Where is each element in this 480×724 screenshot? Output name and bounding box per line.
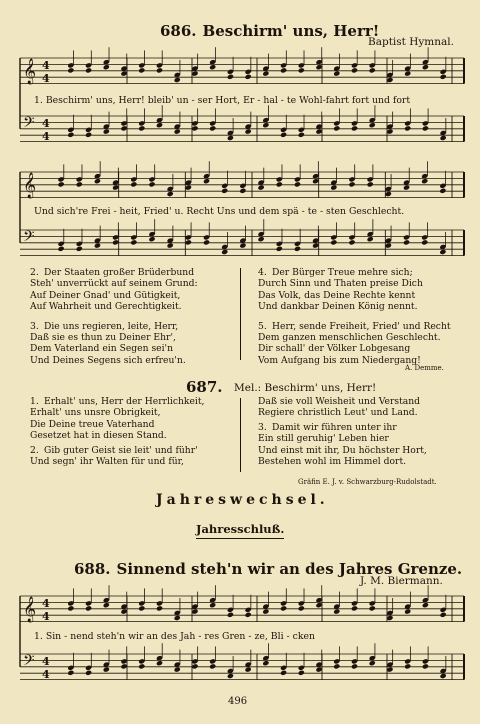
verse-line: Dem ganzen menschlichen Geschlecht. bbox=[258, 332, 441, 344]
note-head bbox=[276, 246, 283, 252]
note-head bbox=[280, 67, 287, 73]
note-head bbox=[348, 239, 355, 245]
note-head bbox=[280, 670, 287, 676]
note-head bbox=[422, 64, 429, 70]
note-head bbox=[258, 185, 265, 191]
verse: 4. Der Bürger Treue mehre sich; bbox=[258, 267, 413, 278]
note-head bbox=[245, 74, 252, 80]
note-head bbox=[112, 185, 119, 191]
verse-line: Regiere christlich Leut' und Land. bbox=[258, 407, 418, 419]
verse: 3. Die uns regieren, leite, Herr, bbox=[30, 320, 179, 332]
note-head bbox=[174, 667, 181, 673]
lyrics-line: Und sich're Frei - heit, Fried' u. Recht Uns und dem spä - te - sten Geschlecht. bbox=[34, 206, 405, 217]
note-head bbox=[348, 181, 355, 187]
note-head bbox=[148, 181, 155, 187]
note-head bbox=[422, 125, 429, 131]
note-head bbox=[174, 615, 181, 621]
note-head bbox=[315, 64, 322, 70]
note-head bbox=[262, 71, 269, 77]
note-head bbox=[130, 181, 137, 187]
note-head bbox=[67, 605, 74, 611]
note-head bbox=[120, 663, 127, 669]
note-head bbox=[103, 667, 110, 673]
note-head bbox=[312, 243, 319, 249]
verse-line: Gesetzet hat in diesen Stand. bbox=[30, 430, 167, 442]
note-head bbox=[294, 181, 301, 187]
note-head bbox=[227, 673, 234, 679]
subsection-underline bbox=[196, 538, 284, 539]
note-head bbox=[351, 663, 358, 669]
note-head bbox=[369, 605, 376, 611]
note-head bbox=[227, 135, 234, 141]
note-head bbox=[67, 132, 74, 138]
note-head bbox=[367, 181, 374, 187]
note-head bbox=[440, 612, 447, 618]
note-head bbox=[330, 239, 337, 245]
note-head bbox=[103, 602, 110, 608]
note-head bbox=[245, 667, 252, 673]
hymn-686-title bbox=[160, 22, 379, 40]
note-head bbox=[403, 239, 410, 245]
note-head bbox=[58, 246, 65, 252]
note-head bbox=[315, 602, 322, 608]
note-head bbox=[221, 249, 228, 255]
note-head bbox=[85, 605, 92, 611]
verse-line: Steh' unverrückt auf seinem Grund: bbox=[30, 278, 198, 290]
verse-line: Dem Vaterland ein Segen sei'n bbox=[30, 343, 173, 355]
music-staff-system bbox=[18, 166, 466, 276]
verse-line: Und segn' ihr Walten für und für, bbox=[30, 456, 184, 468]
verse-line: Bestehen wohl im Himmel dort. bbox=[258, 456, 407, 468]
verse-line: Und Deines Segens sich erfreu'n. bbox=[30, 354, 186, 366]
verses-left-687 bbox=[30, 396, 204, 467]
note-head bbox=[245, 612, 252, 618]
hymn-688-title-text: Sinnend steh'n wir an des Jahres Grenze. bbox=[116, 560, 463, 578]
note-head bbox=[85, 67, 92, 73]
note-head bbox=[209, 64, 216, 70]
hymn-686-source: Baptist Hymnal. bbox=[368, 36, 454, 48]
bass-clef-icon: 𝄢 bbox=[23, 228, 35, 249]
column-divider bbox=[240, 268, 241, 360]
verse-line: Daß sie voll Weisheit und Verstand bbox=[258, 396, 421, 407]
note-head bbox=[103, 64, 110, 70]
note-head bbox=[333, 663, 340, 669]
note-head bbox=[404, 125, 411, 131]
note-head bbox=[120, 71, 127, 77]
note-head bbox=[294, 246, 301, 252]
bass-clef-icon: 𝄢 bbox=[23, 652, 35, 673]
note-head bbox=[203, 178, 210, 184]
note-head bbox=[94, 243, 101, 249]
verse: 2. Der Staaten großer Brüderbund bbox=[30, 267, 195, 278]
note-head bbox=[367, 236, 374, 242]
hymn-687-melody-note: Mel.: Beschirm' uns, Herr! bbox=[234, 382, 377, 394]
note-head bbox=[85, 132, 92, 138]
note-head bbox=[85, 670, 92, 676]
verse-line: Und dankbar Deinen König nennt. bbox=[258, 301, 418, 313]
note-head bbox=[315, 667, 322, 673]
verse-line: Dir schall' der Völker Lobgesang bbox=[258, 343, 411, 355]
note-head bbox=[209, 602, 216, 608]
note-head bbox=[239, 188, 246, 194]
hymn-686-author: A. Demme. bbox=[405, 364, 444, 372]
note-head bbox=[76, 246, 83, 252]
note-head bbox=[404, 609, 411, 615]
note-head bbox=[369, 67, 376, 73]
note-head bbox=[76, 181, 83, 187]
verse-line: Daß sie es thun zu Deiner Ehr', bbox=[30, 332, 176, 344]
note-head bbox=[138, 67, 145, 73]
note-head bbox=[298, 605, 305, 611]
note-head bbox=[369, 122, 376, 128]
verse-line: Die Deine treue Vaterhand bbox=[30, 418, 155, 430]
note-head bbox=[312, 178, 319, 184]
note-head bbox=[262, 609, 269, 615]
verse-line: Durch Sinn und Thaten preise Dich bbox=[258, 278, 423, 290]
note-head bbox=[245, 129, 252, 135]
verse-line: Ein still geruhig' Leben hier bbox=[258, 433, 389, 445]
note-head bbox=[333, 71, 340, 77]
note-head bbox=[191, 663, 198, 669]
note-head bbox=[404, 663, 411, 669]
note-head bbox=[156, 67, 163, 73]
verse-line: Erhalt' uns unsre Obrigkeit, bbox=[30, 407, 161, 419]
music-staff-system bbox=[18, 590, 466, 700]
verses-right-687 bbox=[258, 396, 427, 467]
note-head bbox=[227, 612, 234, 618]
note-head bbox=[440, 74, 447, 80]
time-signature-icon: 4 bbox=[42, 655, 50, 668]
time-signature-icon: 4 bbox=[42, 117, 50, 130]
note-head bbox=[351, 125, 358, 131]
note-head bbox=[185, 239, 192, 245]
note-head bbox=[422, 663, 429, 669]
hymn-688-source: J. M. Biermann. bbox=[360, 575, 443, 587]
note-head bbox=[298, 670, 305, 676]
note-head bbox=[385, 243, 392, 249]
note-head bbox=[103, 129, 110, 135]
note-head bbox=[386, 667, 393, 673]
note-head bbox=[369, 660, 376, 666]
note-head bbox=[440, 673, 447, 679]
note-head bbox=[167, 243, 174, 249]
verse: 2. Gib guter Geist sie leit' und führ' bbox=[30, 444, 198, 456]
note-head bbox=[227, 74, 234, 80]
verses-right-686 bbox=[258, 267, 451, 366]
note-head bbox=[156, 605, 163, 611]
note-head bbox=[58, 181, 65, 187]
note-head bbox=[386, 129, 393, 135]
note-head bbox=[191, 71, 198, 77]
note-head bbox=[120, 609, 127, 615]
lyrics-line: 1. Beschirm' uns, Herr! bleib' un - ser Hort, Er - hal - te Wohl-fahrt fort und fort bbox=[34, 95, 411, 106]
note-head bbox=[67, 670, 74, 676]
section-title: Jahreswechsel. bbox=[156, 492, 329, 508]
note-head bbox=[185, 185, 192, 191]
note-head bbox=[439, 249, 446, 255]
note-head bbox=[258, 236, 265, 242]
note-head bbox=[280, 132, 287, 138]
lyrics-line: 1. Sin - nend steh'n wir an des Jah - res Gren - ze, Bli - cken bbox=[34, 631, 315, 642]
note-head bbox=[174, 77, 181, 83]
note-head bbox=[167, 191, 174, 197]
verse: 3. Damit wir führen unter ihr bbox=[258, 421, 397, 433]
note-head bbox=[440, 135, 447, 141]
note-head bbox=[333, 609, 340, 615]
hymn-687-number: 687. bbox=[186, 378, 223, 396]
page-number: 496 bbox=[228, 696, 248, 707]
verse-line: Auf Wahrheit und Gerechtigkeit. bbox=[30, 301, 182, 313]
note-head bbox=[422, 602, 429, 608]
note-head bbox=[421, 239, 428, 245]
verse: 5. Herr, sende Freiheit, Fried' und Recht bbox=[258, 320, 451, 332]
note-head bbox=[203, 239, 210, 245]
note-head bbox=[351, 67, 358, 73]
note-head bbox=[239, 243, 246, 249]
note-head bbox=[138, 125, 145, 131]
note-head bbox=[404, 71, 411, 77]
note-head bbox=[174, 129, 181, 135]
treble-clef-icon: 𝄞 bbox=[23, 597, 37, 622]
note-head bbox=[156, 122, 163, 128]
hymn-688-number: 688. bbox=[74, 560, 111, 578]
time-signature-icon: 4 bbox=[42, 597, 50, 610]
note-head bbox=[120, 125, 127, 131]
note-head bbox=[138, 663, 145, 669]
note-head bbox=[280, 605, 287, 611]
note-head bbox=[403, 185, 410, 191]
note-head bbox=[386, 615, 393, 621]
verse: 1. Erhalt' uns, Herr der Herrlichkeit, bbox=[30, 396, 205, 407]
treble-clef-icon: 𝄞 bbox=[23, 59, 37, 84]
hymn-686-number: 686. bbox=[160, 22, 197, 40]
time-signature-icon: 4 bbox=[42, 72, 50, 85]
note-head bbox=[439, 188, 446, 194]
note-head bbox=[112, 239, 119, 245]
note-head bbox=[221, 188, 228, 194]
treble-clef-icon: 𝄞 bbox=[23, 173, 37, 198]
verse-line: Und einst mit ihr, Du höchster Hort, bbox=[258, 444, 427, 456]
column-divider bbox=[240, 398, 241, 472]
note-head bbox=[351, 605, 358, 611]
note-head bbox=[130, 239, 137, 245]
hymn-686-title-text: Beschirm' uns, Herr! bbox=[202, 22, 380, 40]
subsection-title: Jahresschluß. bbox=[196, 522, 285, 536]
note-head bbox=[262, 122, 269, 128]
note-head bbox=[94, 178, 101, 184]
note-head bbox=[386, 77, 393, 83]
note-head bbox=[421, 178, 428, 184]
note-head bbox=[330, 185, 337, 191]
hymn-687-author: Gräfin E. J. v. Schwarzburg-Rudolstadt. bbox=[298, 478, 437, 486]
note-head bbox=[262, 660, 269, 666]
note-head bbox=[385, 191, 392, 197]
note-head bbox=[315, 129, 322, 135]
note-head bbox=[333, 125, 340, 131]
note-head bbox=[209, 663, 216, 669]
note-head bbox=[148, 236, 155, 242]
bass-clef-icon: 𝄢 bbox=[23, 114, 35, 135]
note-head bbox=[191, 125, 198, 131]
time-signature-icon: 4 bbox=[42, 610, 50, 623]
time-signature-icon: 4 bbox=[42, 130, 50, 143]
note-head bbox=[298, 132, 305, 138]
time-signature-icon: 4 bbox=[42, 668, 50, 681]
note-head bbox=[156, 660, 163, 666]
time-signature-icon: 4 bbox=[42, 59, 50, 72]
verse-line: Das Volk, das Deine Rechte kennt bbox=[258, 289, 416, 301]
note-head bbox=[209, 125, 216, 131]
note-head bbox=[138, 605, 145, 611]
verse-line: Auf Deiner Gnad' und Gütigkeit, bbox=[30, 289, 181, 301]
music-staff-system bbox=[18, 52, 466, 172]
note-head bbox=[191, 609, 198, 615]
note-head bbox=[298, 67, 305, 73]
verses-left-686 bbox=[30, 267, 198, 366]
note-head bbox=[276, 181, 283, 187]
verse-line: Vom Aufgang bis zum Niedergang! bbox=[258, 354, 421, 366]
note-head bbox=[67, 67, 74, 73]
